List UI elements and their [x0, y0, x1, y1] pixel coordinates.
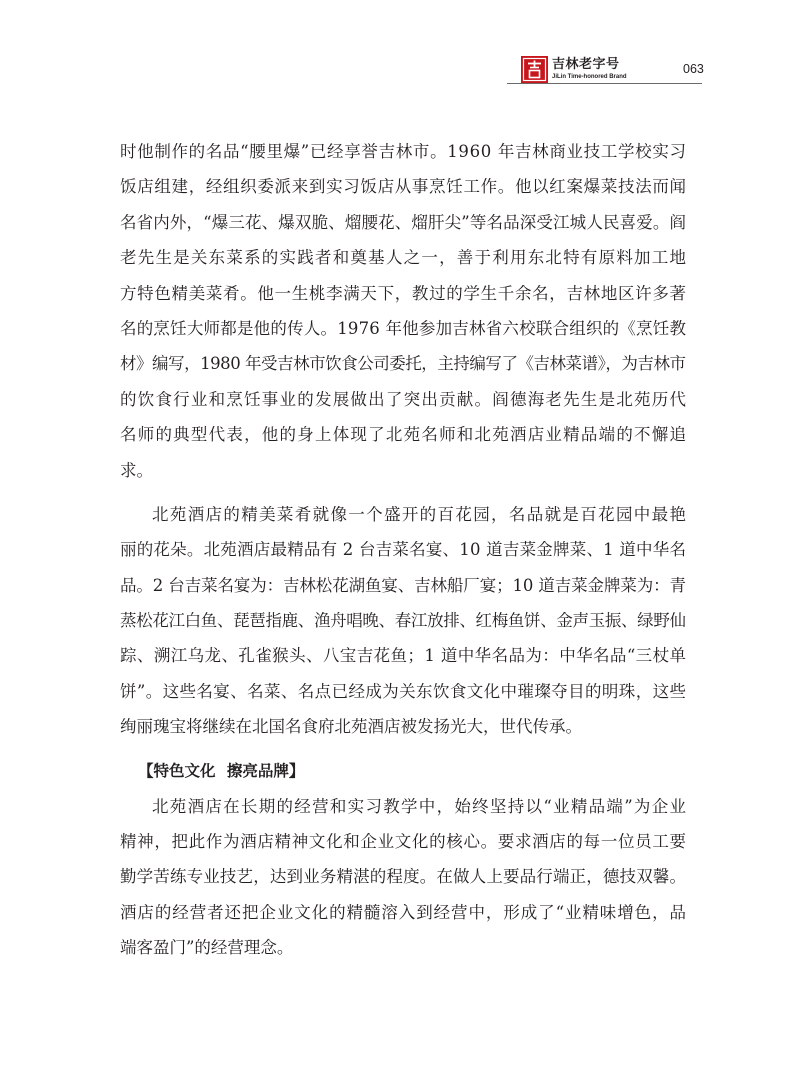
text-line: 的饮食行业和烹饪事业的发展做出了突出贡献。阎德海老先生是北苑历代 — [120, 389, 688, 409]
text-line: 求。 — [120, 460, 153, 480]
text-line: 饭店组建，经组织委派来到实习饭店从事烹饪工作。他以红案爆菜技法而闻 — [120, 177, 687, 197]
text-line: 蒸松花江白鱼、琵琶指鹿、渔舟唱晚、春江放排、红梅鱼饼、金声玉振、绿野仙 — [120, 611, 686, 631]
header-divider — [507, 83, 702, 84]
text-line: 名师的典型代表，他的身上体现了北苑名师和北苑酒店业精品端的不懈追 — [120, 425, 688, 445]
text-line: 端客盈门”的经营理念。 — [120, 938, 294, 958]
text-line: 方特色精美菜肴。他一生桃李满天下，教过的学生千余名，吉林地区许多著 — [120, 283, 687, 303]
paragraph-3 — [120, 789, 686, 966]
text-line: 勤学苦练专业技艺，达到业务精湛的程度。在做人上要品行端正，德技双馨。 — [120, 867, 687, 887]
paragraph-1 — [120, 134, 686, 488]
brand-name: 吉林老字号 — [552, 57, 620, 72]
page-number: 063 — [683, 62, 704, 76]
text-line: 精神，把此作为酒店精神文化和企业文化的核心。要求酒店的每一位员工要 — [120, 832, 687, 852]
text-line: 酒店的经营者还把企业文化的精髓溶入到经营中，形成了“业精味增色，品 — [120, 902, 687, 922]
paragraph-2 — [120, 497, 686, 745]
text-line: 绚丽瑰宝将继续在北国名食府北苑酒店被发扬光大，世代传承。 — [120, 717, 582, 737]
jilin-seal-logo-icon — [521, 56, 548, 83]
text-line: 时他制作的名品“腰里爆”已经享誉吉林市。1960 年吉林商业技工学校实习 — [120, 142, 687, 161]
text-line: 丽的花朵。北苑酒店最精品有 2 台吉菜名宴、10 道吉菜金牌菜、1 道中华名 — [120, 540, 687, 560]
text-line: 踪、溯江乌龙、孔雀猴头、八宝吉花鱼；1 道中华名品为：中华名品“三杖单 — [120, 646, 687, 666]
brand-tagline: JiLin Time-honored Brand — [552, 74, 627, 80]
text-line: 北苑酒店的精美菜肴就像一个盛开的百花园，名品就是百花园中最艳 — [152, 504, 688, 524]
text-line: 名的烹饪大师都是他的传人。1976 年他参加吉林省六校联合组织的《烹饪教 — [120, 318, 687, 338]
text-line: 品。2 台吉菜名宴为：吉林松花湖鱼宴、吉林船厂宴；10 道吉菜金牌菜为：青 — [120, 575, 686, 595]
text-line: 老先生是关东菜系的实践者和奠基人之一，善于利用东北特有原料加工地 — [120, 248, 688, 268]
section-heading: 【特色文化 擦亮品牌】 — [138, 761, 305, 780]
text-line: 名省内外，“爆三花、爆双脆、熘腰花、熘肝尖”等名品深受江城人民喜爱。阎 — [120, 212, 687, 232]
text-line: 北苑酒店在长期的经营和实习教学中，始终坚持以“业精品端”为企业 — [152, 796, 688, 816]
page-body — [120, 134, 686, 966]
text-line: 饼”。这些名宴、名菜、名点已经成为关东饮食文化中璀璨夺目的明珠，这些 — [120, 681, 687, 701]
text-line: 材》编写，1980 年受吉林市饮食公司委托，主持编写了《吉林菜谱》，为吉林市 — [120, 354, 686, 374]
